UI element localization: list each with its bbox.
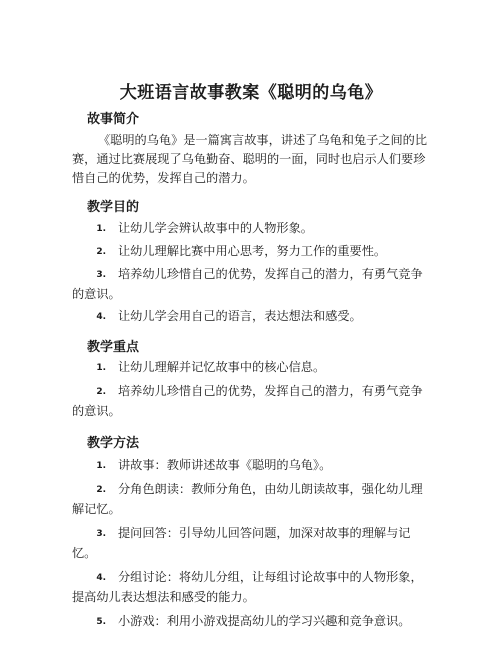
section-heading-goals: 教学目的	[87, 200, 140, 215]
list-item-text: 讲故事：教师讲述故事《聪明的乌龟》。	[118, 458, 332, 472]
section-heading-methods: 教学方法	[87, 436, 140, 451]
section-heading-intro: 故事简介	[87, 112, 140, 127]
intro-paragraph-text: 《聪明的乌龟》是一篇寓言故事，讲述了乌龟和兔子之间的比赛，通过比赛展现了乌龟勤奋、聪明的一面，同时也启示人们要珍惜自己的优势，发挥自己的潜力。	[72, 133, 428, 185]
list-item-number: 3.	[96, 270, 106, 280]
list-item-number: 3.	[96, 529, 106, 539]
list-item	[72, 382, 430, 421]
list-item	[72, 612, 430, 632]
list-item-text: 让幼儿理解并记忆故事中的核心信息。	[118, 360, 326, 374]
list-item-text: 培养幼儿珍惜自己的优势，发挥自己的潜力，有勇气竞争的意识。	[72, 384, 423, 418]
list-item-number: 5.	[96, 617, 106, 627]
list-item	[72, 480, 430, 519]
list-item-text: 分组讨论：将幼儿分组，让每组讨论故事中的人物形象，提高幼儿表达想法和感受的能力。	[72, 570, 423, 604]
list-item	[72, 568, 430, 607]
list-item-number: 1.	[96, 461, 106, 471]
list-item-number: 1.	[96, 363, 106, 373]
list-item-number: 4.	[96, 312, 106, 322]
list-item-text: 让幼儿学会辨认故事中的人物形象。	[118, 221, 313, 235]
section-heading-key-points: 教学重点	[87, 340, 140, 355]
list-item	[72, 265, 430, 304]
list-item	[72, 456, 430, 476]
list-item-number: 2.	[96, 247, 106, 257]
list-item-text: 让幼儿理解比赛中用心思考，努力工作的重要性。	[118, 244, 387, 258]
list-item-number: 2.	[96, 387, 106, 397]
list-item	[72, 358, 430, 378]
intro-paragraph	[72, 131, 430, 188]
list-item-number: 4.	[96, 573, 106, 583]
list-item	[72, 307, 430, 327]
list-item-number: 2.	[96, 485, 106, 495]
list-item-text: 提问回答：引导幼儿回答问题，加深对故事的理解与记忆。	[72, 526, 411, 560]
list-item-number: 1.	[96, 224, 106, 234]
list-item	[72, 219, 430, 239]
list-item-text: 分角色朗读：教师分角色，由幼儿朗读故事，强化幼儿理解记忆。	[72, 482, 423, 516]
list-item	[72, 242, 430, 262]
list-item-text: 小游戏：利用小游戏提高幼儿的学习兴趣和竞争意识。	[118, 614, 411, 628]
document-title: 大班语言故事教案《聪明的乌龟》	[119, 83, 383, 103]
list-item	[72, 524, 430, 563]
list-item-text: 培养幼儿珍惜自己的优势，发挥自己的潜力，有勇气竞争的意识。	[72, 267, 423, 301]
list-item-text: 让幼儿学会用自己的语言，表达想法和感受。	[118, 309, 362, 323]
